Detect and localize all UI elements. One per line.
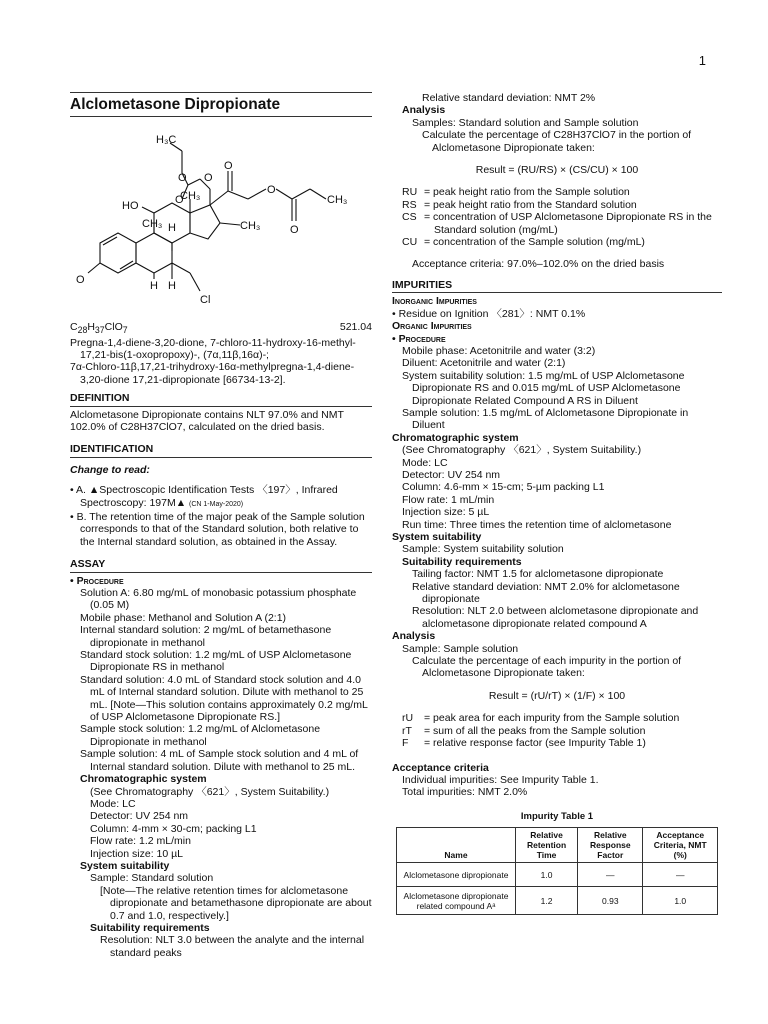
- impurities-procedure: • Procedure: [392, 332, 446, 345]
- label-o-c3: O: [76, 274, 85, 286]
- chromatography-reference: (See Chromatography 〈621〉, System Suitability.): [90, 785, 330, 798]
- impurities-result-formula: Result = (rU/rT) × (1/F) × 100: [488, 689, 626, 702]
- definition-rs: RS = peak height ratio from the Standard solution: [402, 198, 637, 211]
- impurities-flow-rate: Flow rate: 1 mL/min: [402, 493, 495, 506]
- impurities-heading: IMPURITIES: [392, 279, 722, 293]
- impurities-mobile-phase: Mobile phase: Acetonitrile and water (3:2): [402, 344, 596, 357]
- standard-stock-solution: Standard stock solution: 1.2 mg/mL of USP Alclometasone Dipropionate RS in methanol: [80, 649, 352, 674]
- definition-cu: CU = concentration of the Sample solution (mg/mL): [402, 236, 645, 249]
- residue-on-ignition: • Residue on Ignition 〈281〉: NMT 0.1%: [392, 307, 586, 320]
- acceptance-criteria: Acceptance criteria: 97.0%–102.0% on the dried basis: [412, 258, 665, 271]
- definition-ru: RU = peak height ratio from the Sample solution: [402, 186, 630, 199]
- column: Column: 4-mm × 30-cm; packing L1: [90, 822, 257, 835]
- impurities-system-suitability: System suitability: [392, 531, 482, 543]
- identification-a: • A. ▲Spectroscopic Identification Tests 〈197〉, Infrared Spectroscopy: 197M▲ (CN 1-May-2020): [70, 484, 338, 509]
- run-time: Run time: Three times the retention time of alclometasone: [402, 518, 672, 531]
- system-suitability: System suitability: [80, 859, 170, 872]
- label-ch3-c13: CH₃: [180, 190, 201, 202]
- label-h-c8: H: [150, 280, 158, 292]
- resolution: Resolution: NLT 3.0 between the analyte and the internal standard peaks: [100, 934, 365, 959]
- definition-cs: CS = concentration of USP Alclometasone Dipropionate RS in the Standard solution (mg/mL): [402, 211, 712, 236]
- chemical-name-1: Pregna-1,4-diene-3,20-dione, 7-chloro-11-hydroxy-16-methyl-17,21-bis(1-oxopropoxy)-, (7α,11β,16α)-;: [70, 336, 356, 361]
- standard-solution: Standard solution: 4.0 mL of Standard stock solution and 4.0 mL of Internal standard solution. Dilute with methanol to 25 mL. [Note—This solution contains approximately 0.2 mg/mL of USP Alclometasone Dipropionate RS.]: [80, 673, 368, 724]
- note-relative-retention: [Note—The relative retention times for alclometasone dipropionate and betamethasone dipropionate are about 0.7 and 1.0, respectively.]: [100, 884, 372, 922]
- label-o-ester-b: O: [178, 172, 187, 184]
- label-o-ester: O: [175, 194, 184, 206]
- label-ch3-c10: CH₃: [142, 218, 163, 230]
- impurities-sample-solution: Sample solution: 1.5 mg/mL of Alclometasone Dipropionate in Diluent: [402, 406, 689, 432]
- structure-drawing: [70, 123, 372, 321]
- calculate-instruction: Calculate the percentage of C28H37ClO7 in the portion of Alclometasone Dipropionate taken:: [422, 129, 692, 154]
- tailing-factor: Tailing factor: NMT 1.5 for alclometasone dipropionate: [412, 568, 664, 581]
- label-h-c9: H: [168, 222, 176, 234]
- impurities-analysis-sample: Sample: Sample solution: [402, 642, 519, 655]
- assay-procedure: • Procedure: [70, 574, 124, 587]
- impurities-mode: Mode: LC: [402, 456, 448, 469]
- impurities-acceptance-heading: Acceptance criteria: [392, 761, 489, 774]
- label-ch3-c16: CH₃: [240, 220, 261, 232]
- label-h3c: H₃C: [156, 134, 177, 146]
- cell-acceptance: 1.0: [643, 887, 718, 915]
- table-row: [397, 887, 718, 915]
- cell-name: Alclometasone dipropionate related compound Aᵃ: [397, 887, 516, 915]
- header-rrf: Relative Response Factor: [578, 828, 643, 863]
- cn-date: (CN 1-May-2020): [189, 500, 244, 508]
- diluent: Diluent: Acetonitrile and water (2:1): [402, 357, 566, 370]
- impurities-rsd: Relative standard deviation: NMT 2.0% for alclometasone dipropionate: [412, 580, 680, 606]
- impurities-detector: Detector: UV 254 nm: [402, 468, 501, 481]
- chemical-name-2: 7α-Chloro-11β,17,21-trihydroxy-16α-methylpregna-1,4-diene-3,20-dione 17,21-dipropionate [66734-13-2].: [70, 361, 355, 386]
- mobile-phase: Mobile phase: Methanol and Solution A (2:1): [80, 611, 287, 624]
- impurities-chromatographic-system: Chromatographic system: [392, 431, 519, 444]
- chromatographic-system: Chromatographic system: [80, 773, 207, 786]
- chemical-structure: [70, 123, 372, 321]
- label-o-keto20: O: [224, 160, 233, 172]
- cell-rrt: 1.2: [516, 887, 578, 915]
- left-column: [70, 92, 372, 959]
- impurities-chromatography-reference: (See Chromatography 〈621〉, System Suitability.): [402, 444, 642, 457]
- table-row: [397, 863, 718, 887]
- definition-r-u: rU = peak area for each impurity from the Sample solution: [402, 712, 680, 725]
- header-name: Name: [397, 828, 516, 863]
- result-formula: Result = (RU/RS) × (CS/CU) × 100: [475, 164, 639, 177]
- suitability-requirements: Suitability requirements: [90, 921, 210, 934]
- flow-rate: Flow rate: 1.2 mL/min: [90, 835, 191, 848]
- page-number: 1: [698, 53, 706, 68]
- impurities-suitability-sample: Sample: System suitability solution: [402, 543, 564, 556]
- cell-acceptance: —: [643, 863, 718, 887]
- impurity-table-caption: Impurity Table 1: [520, 810, 594, 822]
- monograph-title-bar: [70, 92, 372, 117]
- monograph-title: Alclometasone Dipropionate: [70, 96, 281, 113]
- analysis-samples: Samples: Standard solution and Sample solution: [412, 116, 639, 129]
- impurities-resolution: Resolution: NLT 2.0 between alclometasone dipropionate and alclometasone dipropionate related compound A: [412, 605, 699, 630]
- right-column: [392, 92, 722, 915]
- label-o-ester-c: O: [204, 172, 213, 184]
- organic-impurities: Organic Impurities: [392, 320, 472, 333]
- identification-heading: IDENTIFICATION: [70, 443, 372, 457]
- change-to-read: Change to read:: [70, 463, 150, 476]
- cell-rrf: —: [578, 863, 643, 887]
- mode: Mode: LC: [90, 797, 136, 810]
- identification-b: • B. The retention time of the major peak of the Sample solution corresponds to that of the Standard solution, both relative to the Internal standard solution, as obtained in the Assay.: [70, 510, 365, 548]
- definition-r-t: rT = sum of all the peaks from the Sample solution: [402, 724, 646, 737]
- total-impurities: Total impurities: NMT 2.0%: [402, 786, 528, 799]
- injection-size: Injection size: 10 µL: [90, 847, 184, 860]
- analysis-heading: Analysis: [402, 104, 446, 117]
- suitability-sample: Sample: Standard solution: [90, 872, 214, 885]
- label-h-c14: H: [168, 280, 176, 292]
- impurities-analysis: Analysis: [392, 630, 436, 643]
- table-header-row: [397, 828, 718, 863]
- cell-name: Alclometasone dipropionate: [397, 863, 516, 887]
- label-o-keto: O: [290, 224, 299, 236]
- header-acceptance: Acceptance Criteria, NMT (%): [643, 828, 718, 863]
- label-cl: Cl: [200, 294, 211, 306]
- relative-standard-deviation: Relative standard deviation: NMT 2%: [422, 92, 596, 104]
- definition-heading: DEFINITION: [70, 392, 372, 406]
- assay-heading: ASSAY: [70, 558, 372, 572]
- individual-impurities: Individual impurities: See Impurity Table 1.: [402, 773, 599, 786]
- impurities-injection-size: Injection size: 5 µL: [402, 506, 490, 519]
- cell-rrt: 1.0: [516, 863, 578, 887]
- impurities-calculate: Calculate the percentage of each impurity in the portion of Alclometasone Dipropionate taken:: [412, 655, 682, 680]
- internal-standard-solution: Internal standard solution: 2 mg/mL of betamethasone dipropionate in methanol: [80, 624, 332, 649]
- cell-rrf: 0.93: [578, 887, 643, 915]
- impurities-suitability-requirements: Suitability requirements: [402, 555, 522, 568]
- impurity-table: [396, 827, 718, 915]
- label-ch3-side: CH₃: [327, 194, 348, 206]
- label-o-21: O: [267, 184, 276, 196]
- sample-solution: Sample solution: 4 mL of Sample stock solution and 4 mL of Internal standard solution. Dilute with methanol to 25 mL.: [80, 748, 359, 773]
- formula-line: [70, 321, 372, 337]
- definition-f: F = relative response factor (see Impurity Table 1): [402, 737, 646, 750]
- detector: Detector: UV 254 nm: [90, 810, 189, 823]
- solution-a: Solution A: 6.80 mg/mL of monobasic potassium phosphate (0.05 M): [80, 587, 357, 612]
- label-ho: HO: [122, 200, 139, 212]
- molecular-formula: $C_{28}H_{37}ClO_7$: [70, 321, 128, 336]
- sample-stock-solution: Sample stock solution: 1.2 mg/mL of Alclometasone Dipropionate in methanol: [80, 723, 321, 748]
- definition-text: Alclometasone Dipropionate contains NLT 97.0% and NMT 102.0% of C28H37ClO7, calculated on the dried basis.: [70, 408, 344, 433]
- molecular-weight: 521.04: [339, 321, 372, 333]
- header-rrt: Relative Retention Time: [516, 828, 578, 863]
- impurities-column: Column: 4.6-mm × 15-cm; 5-µm packing L1: [402, 481, 605, 494]
- inorganic-impurities: Inorganic Impurities: [392, 295, 477, 308]
- system-suitability-solution: System suitability solution: 1.5 mg/mL of USP Alclometasone Dipropionate RS and 0.015 mg/mL of USP Alclometasone Dipropionate Related Compound A RS in Diluent: [402, 369, 685, 407]
